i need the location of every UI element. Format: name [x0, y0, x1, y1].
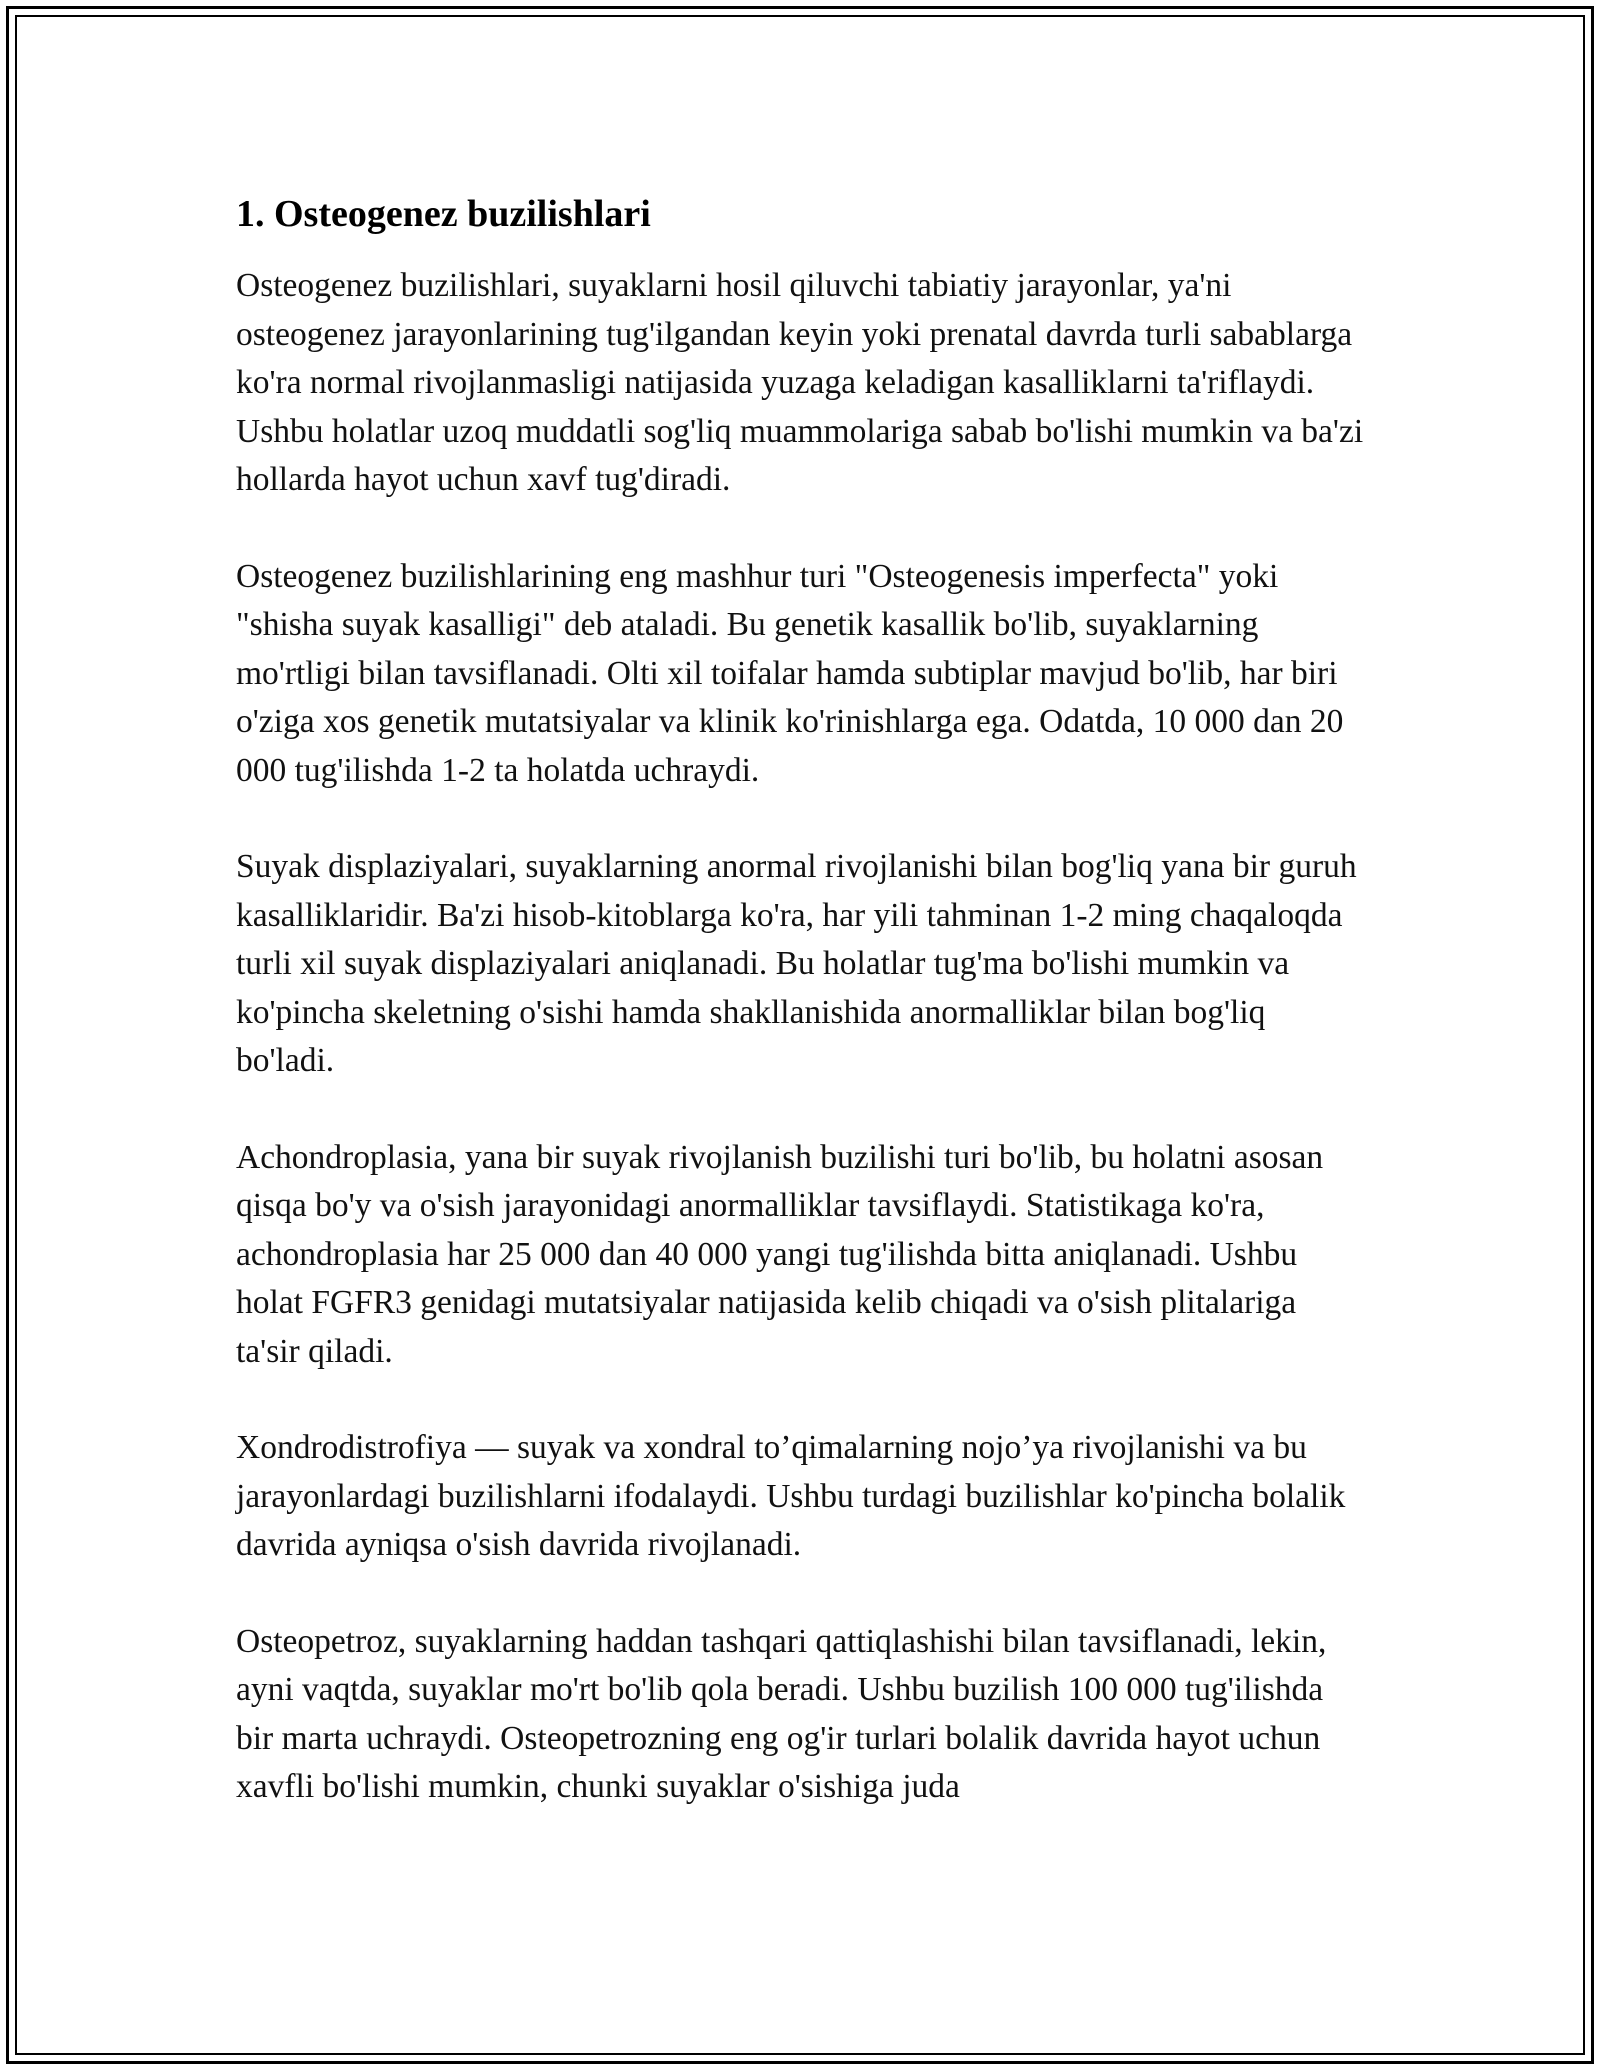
document-body [236, 188, 1364, 1812]
paragraph-osteopetrosis: Osteopetroz, suyaklarning haddan tashqari qattiqlashishi bilan tavsiflanadi, lekin, ayni vaqtda, suyaklar mo'rt bo'lib qola beradi. Ushbu buzilish 100 000 tug'ilishda bir marta uchraydi. Osteopetrozning eng og'ir turlari bolalik davrida hayot uchun xavfli bo'lishi mumkin, chunki suyaklar o'sishiga juda [236, 1622, 1327, 1805]
paragraph-bone-dysplasias: Suyak displaziyalari, suyaklarning anormal rivojlanishi bilan bog'liq yana bir guruh kasalliklaridir. Ba'zi hisob-kitoblarga ko'ra, har yili tahminan 1-2 ming chaqaloqda turli xil suyak displaziyalari aniqlanadi. Bu holatlar tug'ma bo'lishi mumkin va ko'pincha skeletning o'sishi hamda shakllanishida anormalliklar bilan bog'liq bo'ladi. [236, 848, 1357, 1079]
paragraph-osteogenesis-imperfecta: Osteogenez buzilishlarining eng mashhur turi "Osteogenesis imperfecta" yoki "shisha suyak kasalligi" deb ataladi. Bu genetik kasallik bo'lib, suyaklarning mo'rtligi bilan tavsiflanadi. Olti xil toifalar hamda subtiplar mavjud bo'lib, har biri o'ziga xos genetik mutatsiyalar va klinik ko'rinishlarga ega. Odatda, 10 000 dan 20 000 tug'ilishda 1-2 ta holatda uchraydi. [236, 557, 1344, 789]
paragraph-achondroplasia: Achondroplasia, yana bir suyak rivojlanish buzilishi turi bo'lib, bu holatni asosan qisqa bo'y va o'sish jarayonidagi anormalliklar tavsiflaydi. Statistikaga ko'ra, achondroplasia har 25 000 dan 40 000 yangi tug'ilishda bitta aniqlanadi. Ushbu holat FGFR3 genidagi mutatsiyalar natijasida kelib chiqadi va o'sish plitalariga ta'sir qiladi. [236, 1138, 1324, 1370]
section-heading: 1. Osteogenez buzilishlari [236, 193, 651, 235]
paragraph-chondrodystrophy: Xondrodistrofiya — suyak va xondral to’qimalarning nojo’ya rivojlanishi va bu jarayonlardagi buzilishlarni ifodalaydi. Ushbu turdagi buzilishlar ko'pincha bolalik davrida ayniqsa o'sish davrida rivojlanadi. [236, 1429, 1346, 1563]
paragraph-intro: Osteogenez buzilishlari, suyaklarni hosil qiluvchi tabiatiy jarayonlar, ya'ni osteogenez jarayonlarining tug'ilgandan keyin yoki prenatal davrda turli sabablarga ko'ra normal rivojlanmasligi natijasida yuzaga keladigan kasalliklarni ta'riflaydi. Ushbu holatlar uzoq muddatli sog'liq muammolariga sabab bo'lishi mumkin va ba'zi hollarda hayot uchun xavf tug'diradi. [236, 267, 1364, 498]
